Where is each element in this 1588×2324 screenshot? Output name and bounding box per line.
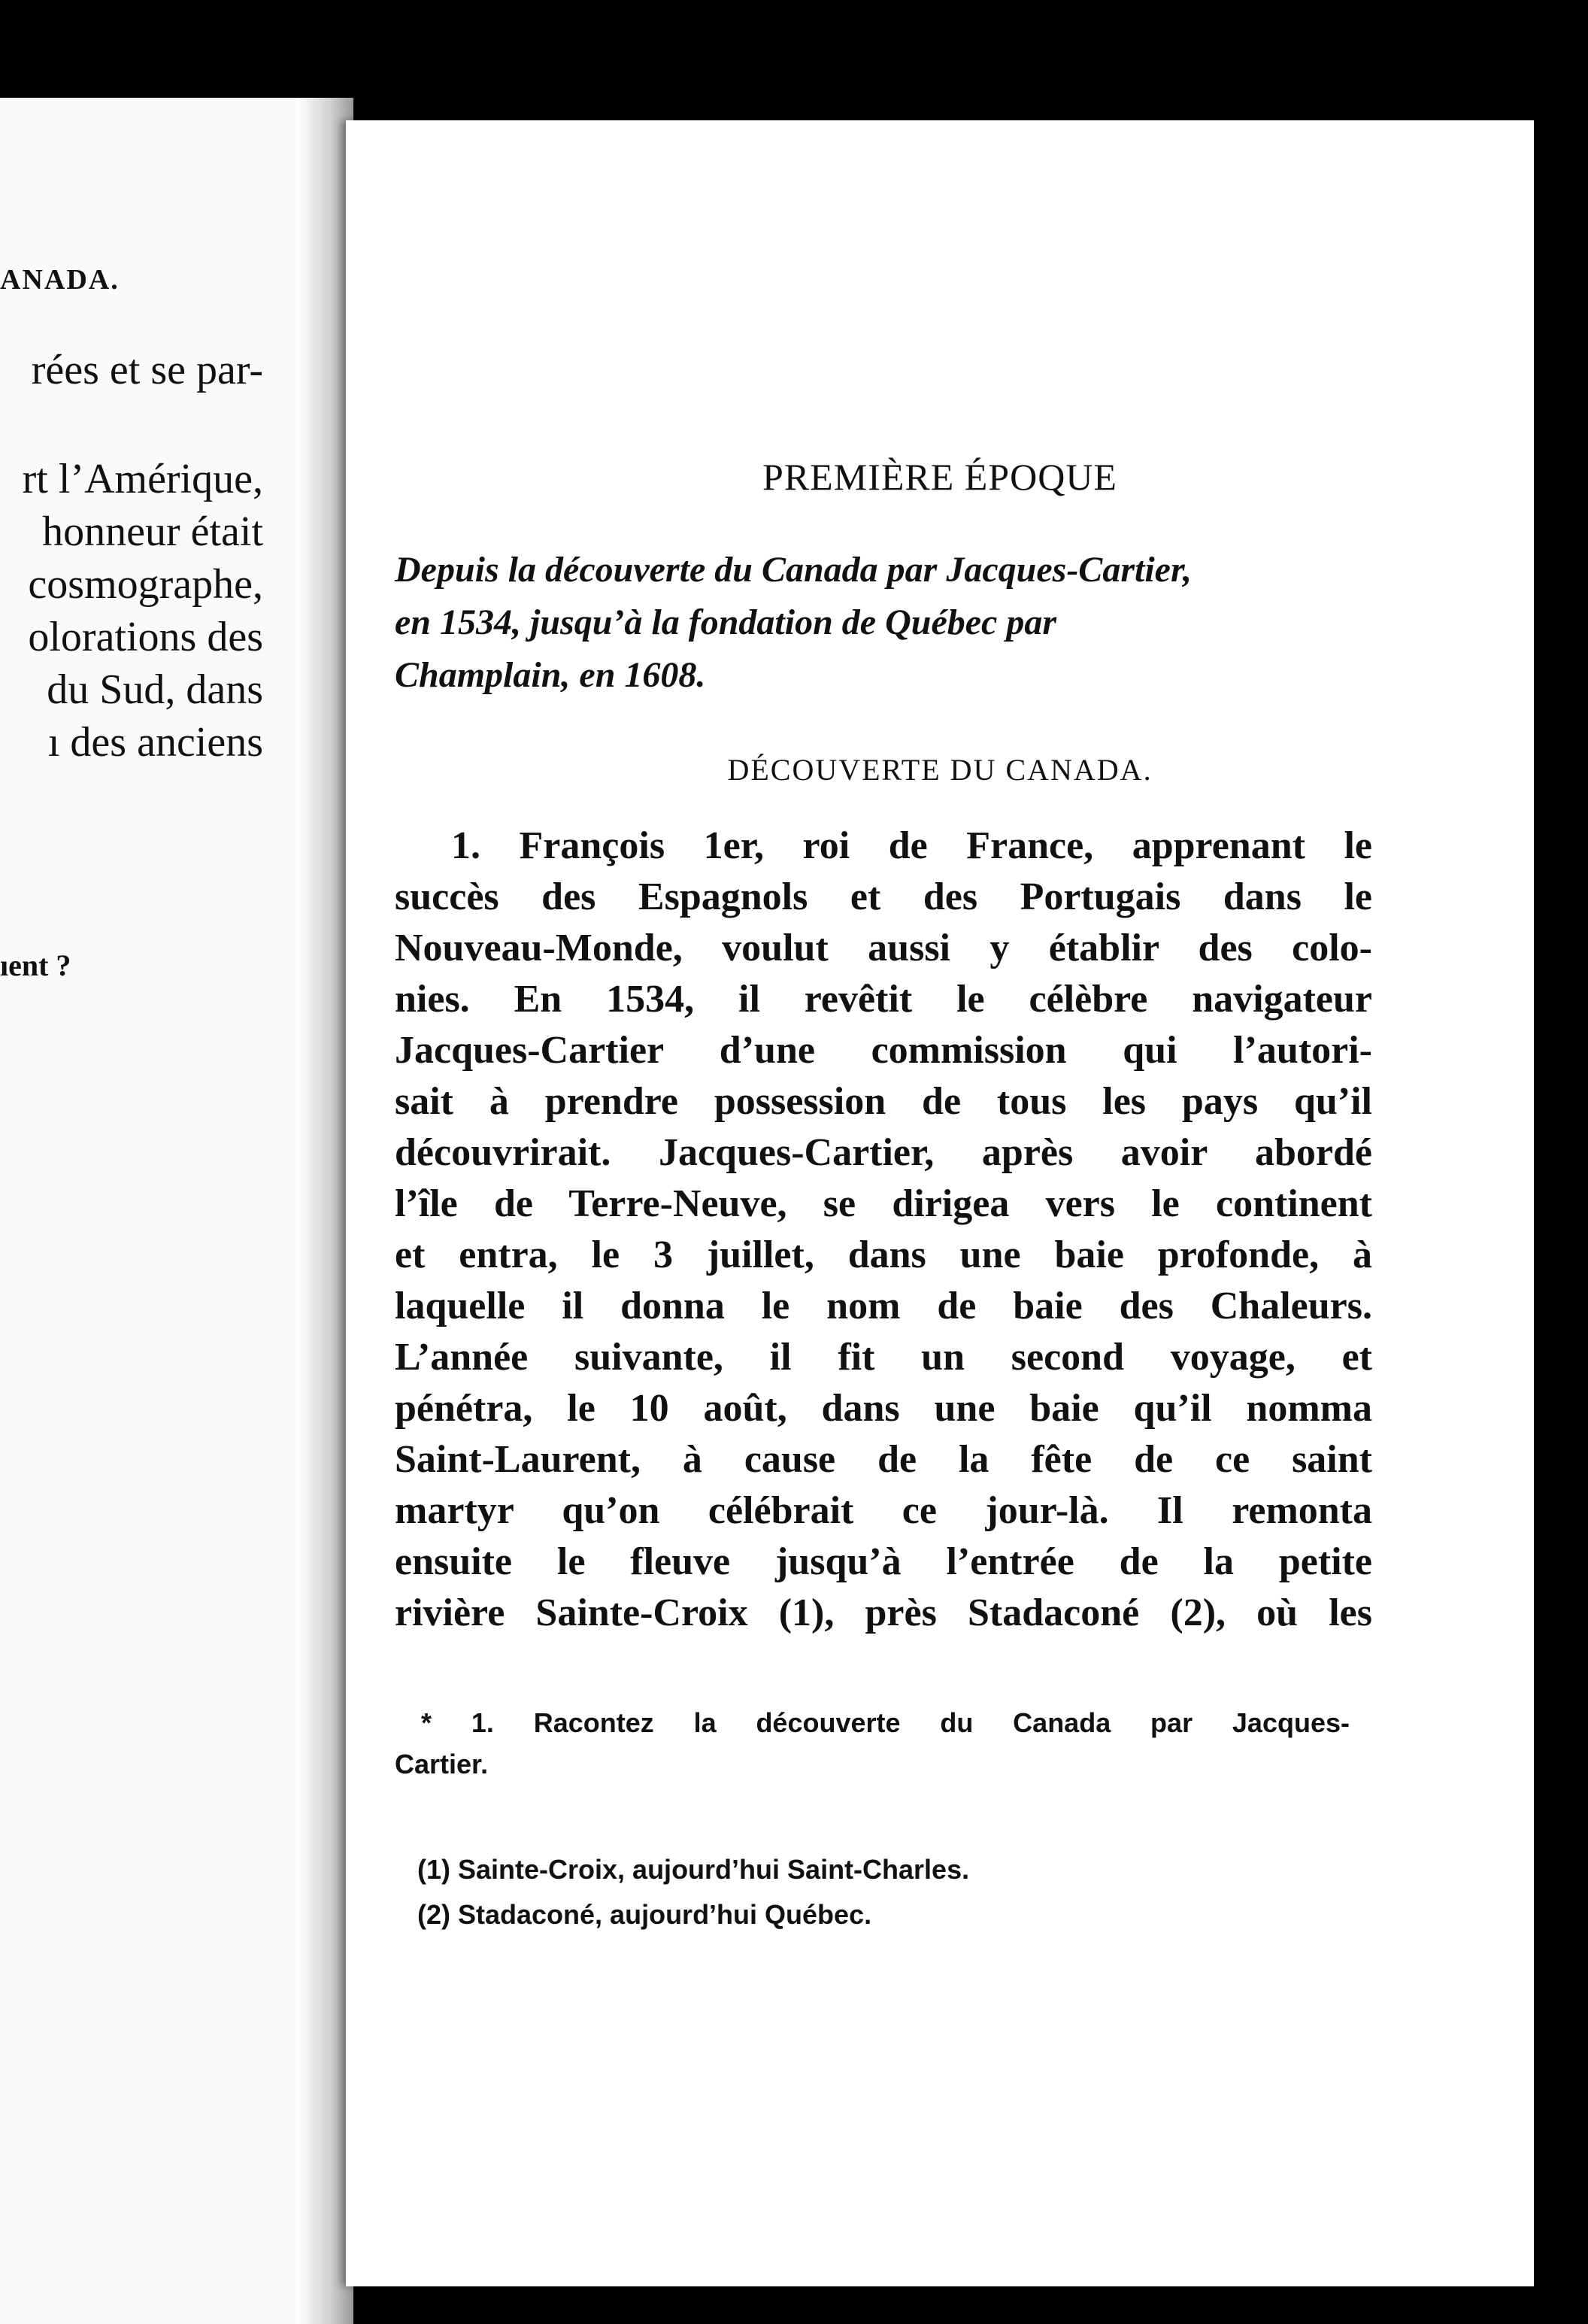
left-text-line: honneur était — [42, 508, 263, 555]
subtitle-line: en 1534, jusqu’à la fondation de Québec par — [395, 602, 1057, 642]
left-text-line: rées et se par- — [31, 347, 263, 393]
left-text-line: du Sud, dans — [47, 666, 263, 713]
body-line: nies. En 1534, il revêtit le célèbre navigateur — [395, 978, 1372, 1021]
review-question: * 1. Racontez la découverte du Canada par Jacques- — [421, 1707, 1350, 1738]
body-line: succès des Espagnols et des Portugais dans le — [395, 875, 1372, 918]
review-question-cont: Cartier. — [395, 1749, 489, 1779]
left-text-line: ı des anciens — [47, 719, 263, 766]
footnote: (1) Sainte-Croix, aujourd’hui Saint-Charles. — [417, 1854, 970, 1885]
body-line: sait à prendre possession de tous les pays qu’il — [395, 1080, 1372, 1123]
left-text-line: rt l’Amérique, — [22, 456, 263, 502]
left-text-line: cosmographe, — [28, 561, 263, 608]
left-text-line: olorations des — [28, 614, 263, 660]
right-page — [346, 120, 1534, 2286]
body-line: découvrirait. Jacques-Cartier, après avoir abordé — [395, 1131, 1372, 1174]
body-line: l’île de Terre-Neuve, se dirigea vers le continent — [395, 1182, 1372, 1225]
body-line: laquelle il donna le nom de baie des Chaleurs. — [395, 1285, 1372, 1327]
footnote: (2) Stadaconé, aujourd’hui Québec. — [417, 1899, 872, 1930]
body-line: martyr qu’on célébrait ce jour-là. Il remonta — [395, 1489, 1372, 1532]
body-line: 1. François 1er, roi de France, apprenant le — [451, 824, 1372, 867]
page-gutter-shadow — [297, 98, 353, 2324]
subtitle-line: Champlain, en 1608. — [395, 655, 706, 695]
body-line: ensuite le fleuve jusqu’à l’entrée de la petite — [395, 1540, 1372, 1583]
left-running-header: ANADA. — [0, 264, 120, 296]
epoch-title: PREMIÈRE ÉPOQUE — [762, 456, 1117, 498]
body-line: rivière Sainte-Croix (1), près Stadaconé (2), où les — [395, 1591, 1372, 1634]
body-line: Jacques-Cartier d’une commission qui l’autori- — [395, 1029, 1372, 1072]
body-line: Saint-Laurent, à cause de la fête de ce saint — [395, 1438, 1372, 1481]
left-text-fragment: ıent ? — [0, 948, 71, 982]
body-line: pénétra, le 10 août, dans une baie qu’il nomma — [395, 1387, 1372, 1430]
section-heading: DÉCOUVERTE DU CANADA. — [727, 753, 1153, 787]
subtitle-line: Depuis la découverte du Canada par Jacques-Cartier, — [395, 550, 1193, 590]
body-line: Nouveau-Monde, voulut aussi y établir des colo- — [395, 927, 1372, 969]
body-line: L’année suivante, il fit un second voyage, et — [395, 1336, 1372, 1379]
body-line: et entra, le 3 juillet, dans une baie profonde, à — [395, 1233, 1372, 1276]
